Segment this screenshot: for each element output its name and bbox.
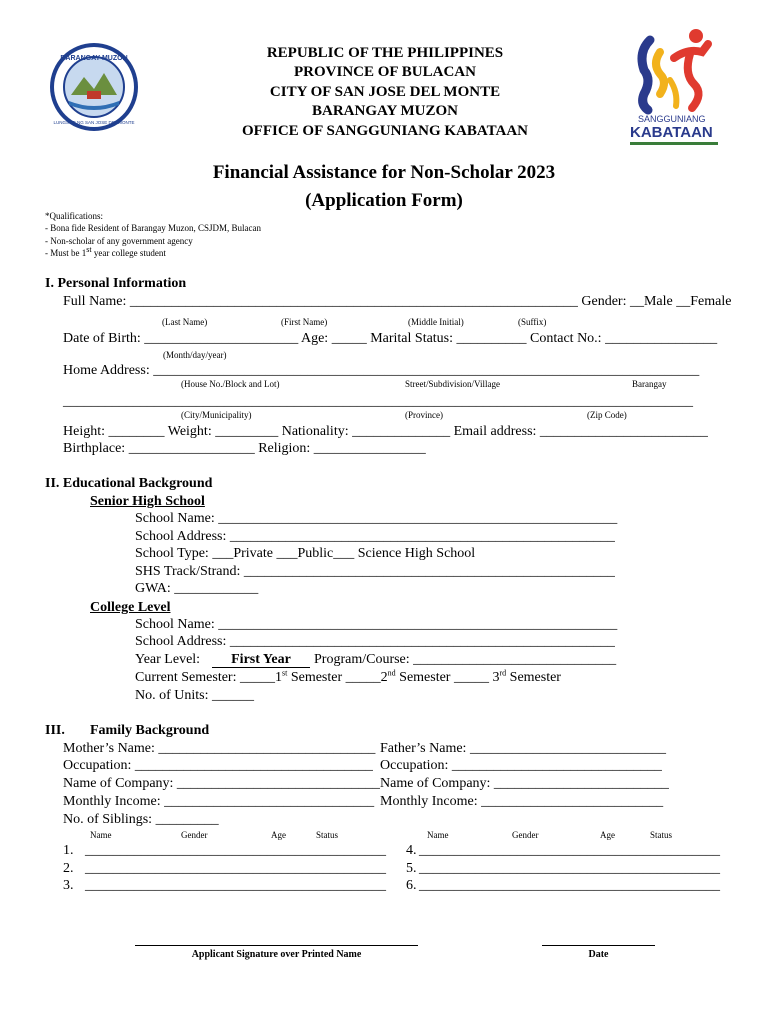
shs-gwa-field[interactable]: GWA: ____________ (135, 581, 259, 596)
logo-text-small: SANGGUNIANG (638, 114, 706, 124)
address-caption-house: (House No./Block and Lot) (181, 379, 280, 389)
year-level-value[interactable]: First Year (212, 652, 310, 668)
program-course-field[interactable]: Program/Course: _____________________________ (314, 652, 617, 667)
logo-text-big: KABATAAN (630, 124, 713, 141)
father-name-field[interactable]: Father’s Name: ____________________________ (380, 741, 666, 756)
qualification-year: - Must be 1st year college student (45, 244, 166, 258)
section-education-heading: II. Educational Background (45, 476, 213, 491)
sibling-col-age-right: Age (600, 830, 615, 840)
qualification-residency: - Bona fide Resident of Barangay Muzon, CSJDM, Bulacan (45, 223, 261, 234)
year-level-label: Year Level: (135, 652, 201, 667)
father-occupation-field[interactable]: Occupation: ______________________________ (380, 758, 662, 773)
shs-school-address-field[interactable]: School Address: _______________________________________________________ (135, 529, 615, 544)
college-school-address-field[interactable]: School Address: _______________________________________________________ (135, 634, 615, 649)
college-school-name-field[interactable]: School Name: _________________________________________________________ (135, 617, 618, 632)
signature-line[interactable] (135, 945, 418, 946)
address-caption-barangay: Barangay (632, 379, 667, 389)
header-line-4: BARANGAY MUZON (312, 103, 458, 120)
header-line-5: OFFICE OF SANGGUNIANG KABATAAN (242, 122, 528, 139)
shs-track-field[interactable]: SHS Track/Strand: _____________________________________________________ (135, 564, 615, 579)
sibling-line-6[interactable]: ___________________________________________ (419, 878, 720, 893)
name-caption-first: (First Name) (281, 317, 328, 327)
qualifications (45, 210, 261, 259)
sibling-line-2[interactable]: ___________________________________________ (85, 861, 386, 876)
full-name-field[interactable]: Full Name: ________________________________________________________________ Gender: __Male __Female (63, 294, 732, 309)
dob-caption: (Month/day/year) (163, 350, 227, 360)
sibling-col-status-right: Status (650, 830, 673, 840)
barangay-seal-logo (49, 41, 139, 133)
form-title-line-2: (Application Form) (305, 190, 463, 211)
logo-underline (630, 142, 718, 145)
mother-income-field[interactable]: Monthly Income: ______________________________ (63, 794, 375, 809)
shs-heading: Senior High School (90, 494, 205, 509)
mother-company-field[interactable]: Name of Company: _____________________________ (63, 776, 380, 791)
address-caption-zip: (Zip Code) (587, 410, 627, 420)
date-of-birth-field[interactable]: Date of Birth: ______________________ Age: _____ Marital Status: __________ Contact No.: ________________ (63, 331, 718, 346)
name-caption-middle: (Middle Initial) (408, 317, 464, 327)
sibling-number-3: 3. (63, 878, 74, 893)
address-caption-city: (City/Municipality) (181, 410, 252, 420)
sibling-line-4[interactable]: ___________________________________________ (419, 843, 720, 858)
qualifications-heading: *Qualifications: (45, 211, 103, 221)
mother-name-field[interactable]: Mother’s Name: _______________________________ (63, 741, 376, 756)
units-field[interactable]: No. of Units: ______ (135, 688, 254, 703)
father-income-field[interactable]: Monthly Income: __________________________ (380, 794, 664, 809)
sibling-number-4: 4. (406, 843, 417, 858)
section-family-heading: Family Background (90, 723, 210, 738)
sibling-col-status-left: Status (316, 830, 339, 840)
name-caption-suffix: (Suffix) (518, 317, 547, 327)
shs-school-name-field[interactable]: School Name: _________________________________________________________ (135, 511, 618, 526)
mother-occupation-field[interactable]: Occupation: __________________________________ (63, 758, 373, 773)
header-line-2: PROVINCE OF BULACAN (294, 64, 476, 81)
sibling-line-1[interactable]: ___________________________________________ (85, 843, 386, 858)
sibling-col-gender-left: Gender (181, 830, 208, 840)
section-family-number: III. (45, 723, 65, 738)
sibling-number-2: 2. (63, 861, 74, 876)
applicant-signature-label: Applicant Signature over Printed Name (191, 949, 362, 960)
sibling-col-gender-right: Gender (512, 830, 539, 840)
college-heading: College Level (90, 600, 171, 615)
name-caption-last: (Last Name) (162, 317, 208, 327)
address-line-2-field[interactable]: __________________________________________________________________________________________ (63, 394, 693, 409)
address-caption-province: (Province) (405, 410, 443, 420)
father-company-field[interactable]: Name of Company: _________________________ (380, 776, 669, 791)
form-title-line-1: Financial Assistance for Non-Scholar 2023 (212, 162, 556, 183)
address-caption-street: Street/Subdivision/Village (405, 379, 500, 389)
header-line-3: CITY OF SAN JOSE DEL MONTE (269, 83, 501, 100)
sibling-line-3[interactable]: ___________________________________________ (85, 878, 386, 893)
sibling-line-5[interactable]: ___________________________________________ (419, 861, 720, 876)
sangguniang-kabataan-logo (630, 22, 720, 146)
svg-text:LUNGSOD NG SAN JOSE DEL MONTE: LUNGSOD NG SAN JOSE DEL MONTE (53, 120, 135, 125)
sibling-number-5: 5. (406, 861, 417, 876)
siblings-count-field[interactable]: No. of Siblings: _________ (63, 812, 219, 827)
sibling-number-6: 6. (406, 878, 417, 893)
current-semester-field[interactable]: Current Semester: _____1st Semester _____2nd Semester _____ 3rd Semester (135, 668, 561, 685)
svg-text:BARANGAY MUZON: BARANGAY MUZON (60, 55, 128, 62)
section-personal-heading: I. Personal Information (45, 276, 187, 291)
header-line-1: REPUBLIC OF THE PHILIPPINES (266, 45, 504, 61)
form-title (134, 161, 634, 213)
birthplace-religion-row[interactable]: Birthplace: __________________ Religion: ________________ (63, 441, 426, 456)
sibling-col-name-left: Name (90, 830, 112, 840)
home-address-field[interactable]: Home Address: ______________________________________________________________________________ (63, 363, 700, 378)
sibling-col-name-right: Name (427, 830, 449, 840)
date-label: Date (588, 949, 609, 960)
shs-school-type-field[interactable]: School Type: ___Private ___Public___ Science High School (135, 546, 476, 561)
qualification-non-scholar: - Non-scholar of any government agency (45, 235, 193, 246)
date-line[interactable] (542, 945, 655, 946)
height-weight-row[interactable]: Height: ________ Weight: _________ Nationality: ______________ Email address: ________________________ (63, 424, 708, 439)
sibling-col-age-left: Age (271, 830, 286, 840)
sibling-number-1: 1. (63, 843, 74, 858)
office-header (180, 44, 590, 141)
